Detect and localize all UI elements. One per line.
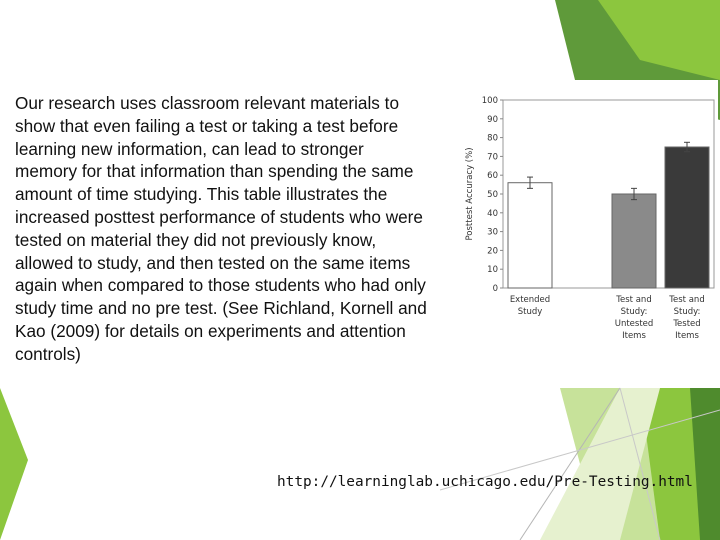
x-category-label: Study:	[673, 307, 701, 317]
y-tick-label: 70	[487, 152, 498, 163]
bar	[508, 183, 552, 288]
y-tick-label: 90	[487, 114, 498, 125]
bar-chart	[436, 84, 718, 370]
y-tick-label: 40	[487, 208, 498, 219]
x-category-label: Items	[622, 331, 646, 341]
x-category-label: Untested	[614, 319, 654, 329]
x-category-label: Tested	[673, 319, 701, 329]
x-category-label: Test and	[669, 295, 705, 305]
y-tick-label: 60	[487, 171, 498, 182]
y-tick-label: 100	[481, 96, 498, 106]
body-text: Our research uses classroom relevant materials to show that even failing a test or taking a test before learning new information, can lead to stronger memory for that information than spending the same amount of time studying. This table illustrates the increased posttest performance of students who were tested on material they did not previously know, allowed to study, and then tested on the same items again when compared to those students who had only study time and no pre test. (See Richland, Kornell and Kao (2009) for details on experiments and attention controls)	[15, 93, 427, 364]
y-tick-label: 10	[487, 265, 498, 276]
x-category-label: Extended	[509, 295, 551, 305]
y-tick-label: 80	[487, 133, 498, 144]
x-category-label: Test and	[616, 295, 652, 305]
left-accent-triangle	[0, 388, 28, 540]
y-axis-label: Posttest Accuracy (%)	[465, 147, 475, 241]
y-tick-label: 50	[487, 190, 498, 200]
bar	[665, 147, 709, 288]
x-category-label: Study:	[620, 307, 648, 317]
x-category-label: Items	[675, 331, 699, 341]
bar-chart-svg	[436, 84, 718, 370]
x-category-label: Study	[517, 307, 543, 317]
bar	[612, 194, 656, 288]
y-tick-label: 30	[487, 227, 498, 238]
y-tick-label: 0	[492, 284, 498, 294]
y-tick-label: 20	[487, 246, 498, 257]
source-url: http://learninglab.uchicago.edu/Pre-Testing.html	[277, 474, 693, 490]
content-panel	[12, 80, 718, 386]
